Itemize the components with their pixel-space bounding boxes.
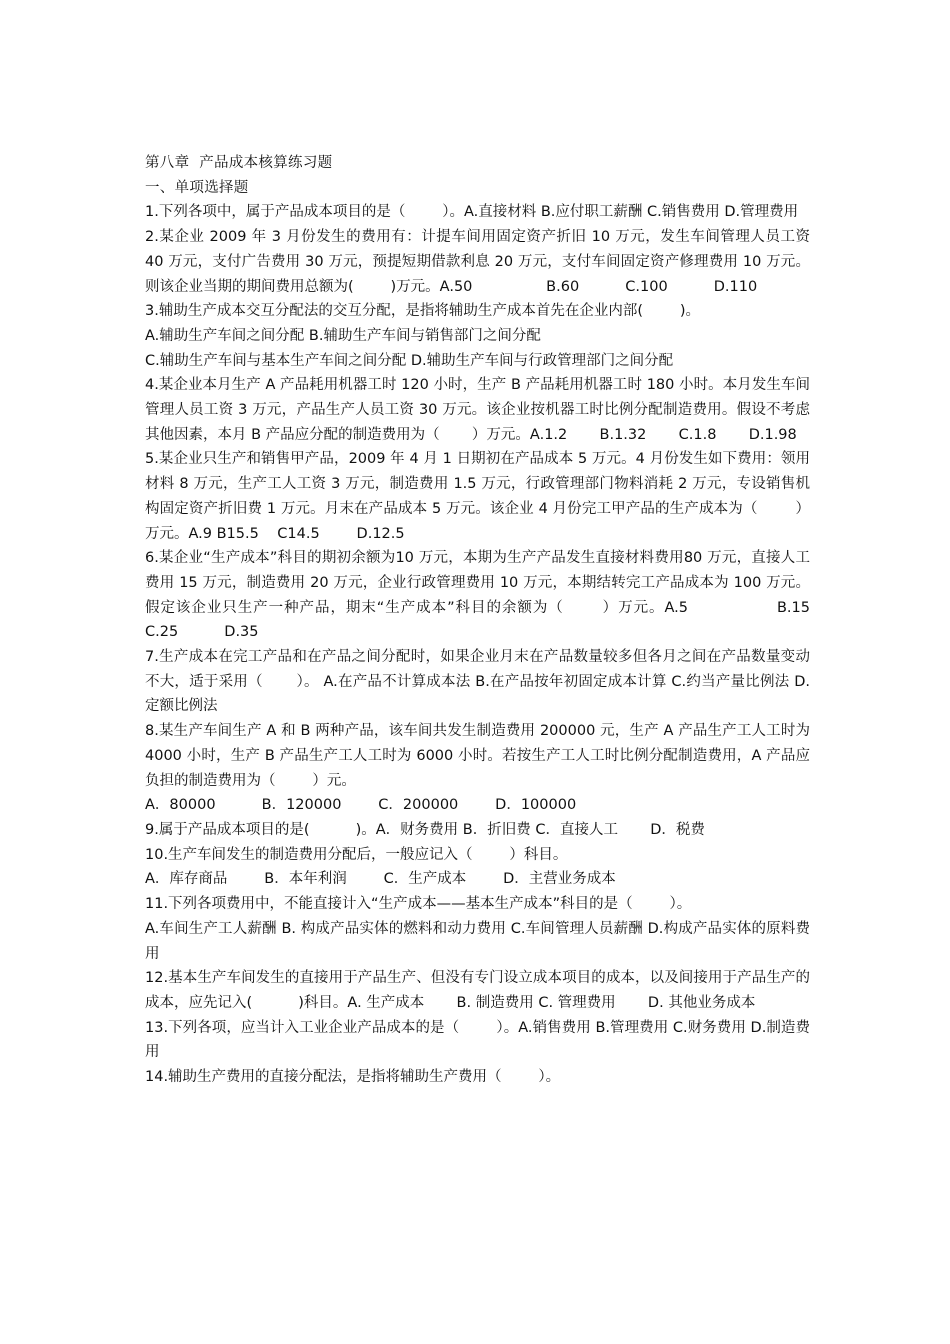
question-line: 2.某企业 2009 年 3 月份发生的费用有：计提车间用固定资产折旧 10 万元，发生车间管理人员工资 40 万元，支付广告费用 30 万元，预提短期借款利息 20 万元，支付车间固定资产修理费用 10 万元。则该企业当期的期间费用总额为( )万元。A.50 B.60 C.100 D.110 xyxy=(145,229,815,295)
question-list xyxy=(145,200,857,1089)
chapter-title: 第八章 产品成本核算练习题 xyxy=(145,155,333,171)
question-line: 13.下列各项，应当计入工业企业产品成本的是（ ）。A.销售费用 B.管理费用 C.财务费用 D.制造费用 xyxy=(145,1019,810,1061)
question-line: 4.某企业本月生产 A 产品耗用机器工时 120 小时，生产 B 产品耗用机器工时 180 小时。本月发生车间管理人员工资 3 万元，产品生产人员工资 30 万元。该企业按机器工时比例分配制造费用。假设不考虑其他因素，本月 B 产品应分配的制造费用为（ ）万元。A.1.2 B.1.32 C.1.8 D.1.98 xyxy=(145,377,810,443)
question-line: A.车间生产工人薪酬 B. 构成产品实体的燃料和动力费用 C.车间管理人员薪酬 D.构成产品实体的原料费用 xyxy=(145,920,810,962)
document-body xyxy=(145,151,857,1090)
section-title: 一、单项选择题 xyxy=(145,179,249,196)
question-line: C.辅助生产车间与基本生产车间之间分配 D.辅助生产车间与行政管理部门之间分配 xyxy=(145,352,674,369)
question-line: A．库存商品 B．本年利润 C．生产成本 D．主营业务成本 xyxy=(145,871,616,888)
question-line: 3.辅助生产成本交互分配法的交互分配，是指将辅助生产成本首先在企业内部( )。 xyxy=(145,303,701,320)
question-line: 8.某生产车间生产 A 和 B 两种产品，该车间共发生制造费用 200000 元，生产 A 产品生产工人工时为 4000 小时，生产 B 产品生产工人工时为 6000 小时。若按生产工人工时比例分配制造费用，A 产品应负担的制造费用为（ ）元。 xyxy=(145,723,815,789)
question-line: 7.生产成本在完工产品和在产品之间分配时，如果企业月末在产品数量较多但各月之间在产品数量变动不大，适于采用（ ）。 A.在产品不计算成本法 B.在产品按年初固定成本计算 C.约当产量比例法 D.定额比例法 xyxy=(145,649,810,715)
question-line: 9.属于产品成本项目的是( )。A．财务费用 B．折旧费 C．直接人工 D．税费 xyxy=(145,821,705,838)
question-line: 6.某企业“生产成本”科目的期初余额为10 万元，本期为生产产品发生直接材料费用80 万元，直接人工费用 15 万元，制造费用 20 万元，企业行政管理费用 10 万元，本期结转完工产品成本为 100 万元。假定该企业只生产一种产品，期末“生产成本”科目的余额为（ ）万元。A.5 B.15 C.25 D.35 xyxy=(145,550,857,641)
question-line: 12.基本生产车间发生的直接用于产品生产、但没有专门设立成本项目的成本，以及间接用于产品生产的成本，应先记入( )科目。A. 生产成本 B. 制造费用 C. 管理费用 D. 其他业务成本 xyxy=(145,970,810,1011)
question-line: 11.下列各项费用中，不能直接计入“生产成本——基本生产成本”科目的是（ ）。 xyxy=(145,896,692,913)
question-line: A.辅助生产车间之间分配 B.辅助生产车间与销售部门之间分配 xyxy=(145,327,541,344)
question-line: A．80000 B．120000 C．200000 D．100000 xyxy=(145,797,577,814)
question-line: 14.辅助生产费用的直接分配法，是指将辅助生产费用（ ）。 xyxy=(145,1069,561,1086)
question-line: 1.下列各项中，属于产品成本项目的是（ ）。A.直接材料 B.应付职工薪酬 C.销售费用 D.管理费用 xyxy=(145,204,799,221)
question-line: 10.生产车间发生的制造费用分配后，一般应记入（ ）科目。 xyxy=(145,846,568,863)
question-line: 5.某企业只生产和销售甲产品，2009 年 4 月 1 日期初在产品成本 5 万元。4 月份发生如下费用：领用材料 8 万元，生产工人工资 3 万元，制造费用 1.5 万元，行政管理部门物料消耗 2 万元，专设销售机构固定资产折旧费 1 万元。月末在产品成本 5 万元。该企业 4 月份完工甲产品的生产成本为（ ）万元。A.9 B15.5 C14.5 D.12.5 xyxy=(145,451,810,542)
